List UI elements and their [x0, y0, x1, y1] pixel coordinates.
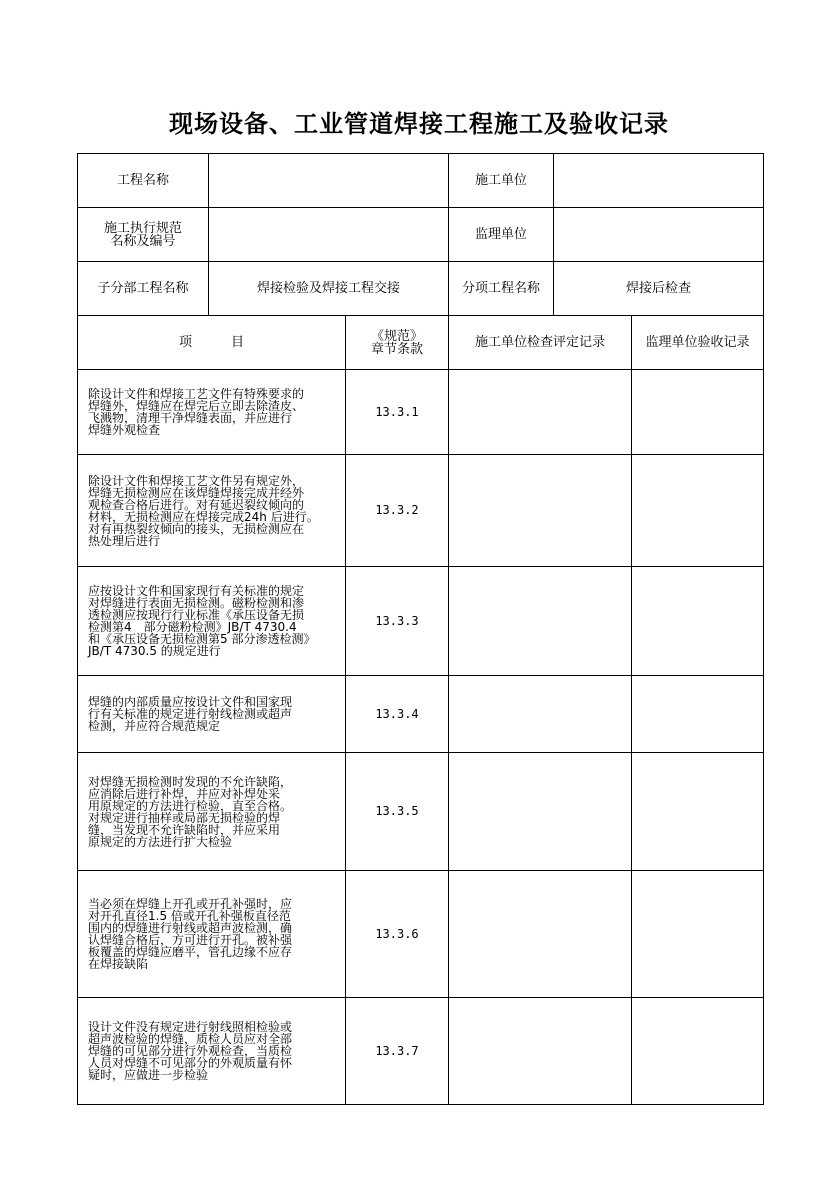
sub-project-value: 焊接检验及焊接工程交接 — [209, 262, 449, 316]
supervision-record-cell[interactable] — [632, 455, 764, 567]
inspection-form-table — [77, 153, 764, 1105]
construction-unit-field[interactable] — [554, 154, 764, 208]
header-row-project — [78, 154, 764, 208]
clause-number: 13.3.6 — [346, 871, 449, 998]
construction-record-cell[interactable] — [449, 998, 632, 1105]
column-header-supervision-record: 监理单位验收记录 — [632, 316, 764, 370]
supervision-record-cell[interactable] — [632, 753, 764, 871]
clause-number: 13.3.7 — [346, 998, 449, 1105]
construction-record-cell[interactable] — [449, 567, 632, 676]
supervision-record-cell[interactable] — [632, 567, 764, 676]
clause-number: 13.3.3 — [346, 567, 449, 676]
item-description: 设计文件没有规定进行射线照相检验或 超声波检验的焊缝，质检人员应对全部 焊缝的可见部分进行外观检查，当质检 人员对焊缝不可见部分的外观质量有怀 疑时，应做进一步检验 — [78, 998, 346, 1105]
column-header-item: 项 目 — [78, 316, 346, 370]
construction-record-cell[interactable] — [449, 871, 632, 998]
item-description: 当必须在焊缝上开孔或开孔补强时，应 对开孔直径1.5 倍或开孔补强板直径范 围内的焊缝进行射线或超声波检测，确 认焊缝合格后，方可进行开孔。被补强 板覆盖的焊缝应磨平，管孔边缘不应存 在焊接缺陷 — [78, 871, 346, 998]
page-title: 现场设备、工业管道焊接工程施工及验收记录 — [169, 110, 669, 138]
table-row — [78, 370, 764, 455]
clause-number: 13.3.5 — [346, 753, 449, 871]
supervision-record-cell[interactable] — [632, 998, 764, 1105]
header-row-subproject — [78, 262, 764, 316]
item-description: 对焊缝无损检测时发现的不允许缺陷， 应消除后进行补焊，并应对补焊处采 用原规定的方法进行检验，直至合格。 对规定进行抽样或局部无损检验的焊 缝，当发现不允许缺陷时，并应采用 原规定的方法进行扩大检验 — [78, 753, 346, 871]
column-header-construction-record: 施工单位检查评定记录 — [449, 316, 632, 370]
item-project-value: 焊接后检查 — [554, 262, 764, 316]
item-description: 除设计文件和焊接工艺文件另有规定外， 焊缝无损检测应在该焊缝焊接完成并经外 观检查合格后进行。对有延迟裂纹倾向的 材料，无损检测应在焊接完成24h 后进行。 对有再热裂纹倾向的接头，无损检测应在 热处理后进行 — [78, 455, 346, 567]
construction-record-cell[interactable] — [449, 753, 632, 871]
item-description: 焊缝的内部质量应按设计文件和国家现 行有关标准的规定进行射线检测或超声 检测，并应符合规范规定 — [78, 676, 346, 753]
supervision-record-cell[interactable] — [632, 370, 764, 455]
construction-unit-label: 施工单位 — [449, 154, 554, 208]
table-row — [78, 871, 764, 998]
construction-record-cell[interactable] — [449, 676, 632, 753]
sub-project-label: 子分部工程名称 — [78, 262, 209, 316]
table-row — [78, 753, 764, 871]
project-name-label: 工程名称 — [78, 154, 209, 208]
supervision-unit-field[interactable] — [554, 208, 764, 262]
spec-field[interactable] — [209, 208, 449, 262]
column-header-clause: 《规范》 章节条款 — [346, 316, 449, 370]
construction-record-cell[interactable] — [449, 455, 632, 567]
supervision-unit-label: 监理单位 — [449, 208, 554, 262]
header-row-spec — [78, 208, 764, 262]
table-row — [78, 455, 764, 567]
supervision-record-cell[interactable] — [632, 676, 764, 753]
clause-number: 13.3.1 — [346, 370, 449, 455]
table-row — [78, 998, 764, 1105]
supervision-record-cell[interactable] — [632, 871, 764, 998]
item-project-label: 分项工程名称 — [449, 262, 554, 316]
spec-label: 施工执行规范 名称及编号 — [78, 208, 209, 262]
item-description: 应按设计文件和国家现行有关标准的规定 对焊缝进行表面无损检测。磁粉检测和渗 透检测应按现行行业标准《承压设备无损 检测第4 部分磁粉检测》JB/T 4730.4 和《承压设备无损检测第5 部分渗透检测》 JB/T 4730.5 的规定进行 — [78, 567, 346, 676]
table-row — [78, 567, 764, 676]
item-description: 除设计文件和焊接工艺文件有特殊要求的 焊缝外，焊缝应在焊完后立即去除渣皮、 飞溅物，清理干净焊缝表面，并应进行 焊缝外观检查 — [78, 370, 346, 455]
project-name-field[interactable] — [209, 154, 449, 208]
column-header-row — [78, 316, 764, 370]
table-row — [78, 676, 764, 753]
clause-number: 13.3.4 — [346, 676, 449, 753]
clause-number: 13.3.2 — [346, 455, 449, 567]
construction-record-cell[interactable] — [449, 370, 632, 455]
